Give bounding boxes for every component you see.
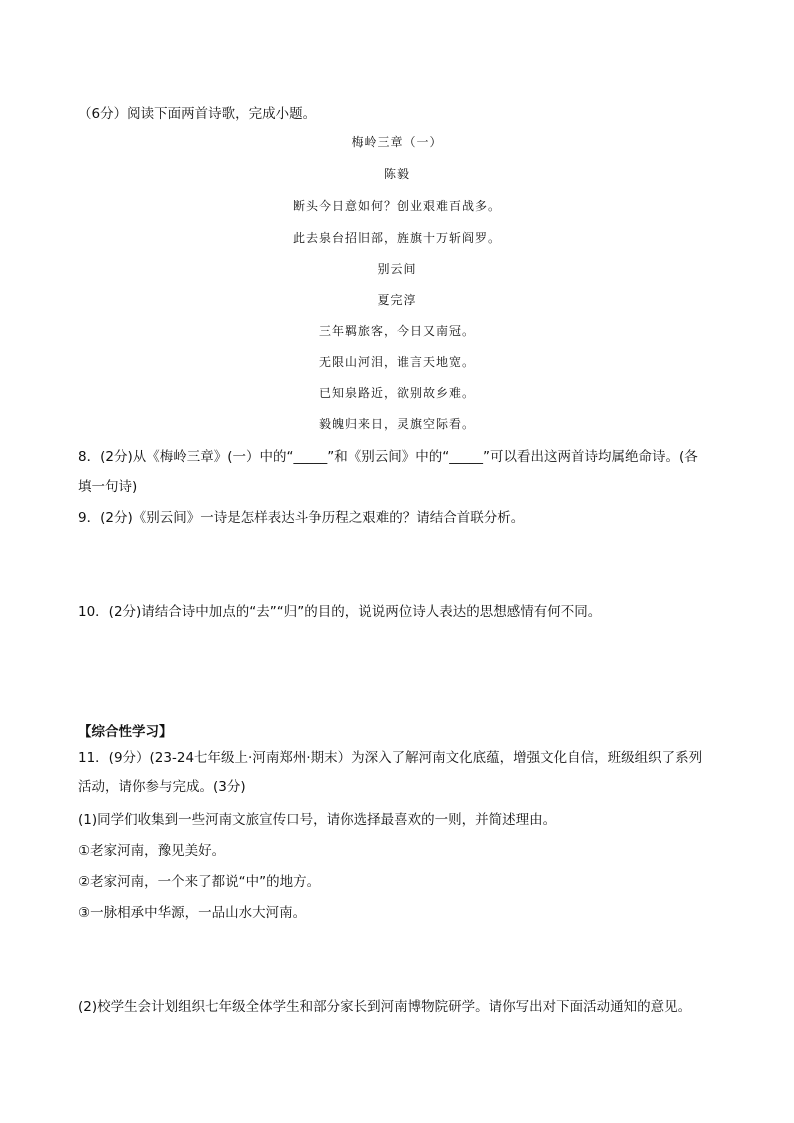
poem1-line-1: 断头今日意如何？创业艰难百战多。 — [292, 199, 501, 213]
option-1: ①老家河南，豫见美好。 — [78, 843, 226, 859]
poem1-author: 陈毅 — [383, 167, 410, 181]
question-11-line-2: 活动，请你参与完成。(3分) — [78, 779, 246, 795]
sub-question-2: (2)校学生会计划组织七年级全体学生和部分家长到河南博物院研学。请你写出对下面活动通知的意见。 — [78, 999, 692, 1015]
question-9: 9．(2分)《别云间》一诗是怎样表达斗争历程之艰难的？请结合首联分析。 — [78, 510, 525, 526]
poem2-line-2: 无限山河泪，谁言天地宽。 — [318, 355, 475, 369]
poem1-line-2: 此去泉台招旧部，旌旗十万斩阎罗。 — [292, 231, 501, 245]
poem1-title: 梅岭三章（一） — [351, 135, 443, 149]
question-10: 10．(2分)请结合诗中加点的“去”“归”的目的，说说两位诗人表达的思想感情有何不同。 — [78, 604, 602, 620]
question-11-line-1: 11．(9分）(23-24七年级上·河南郑州·期末）为深入了解河南文化底蕴，增强文化自信，班级组织了系列 — [78, 750, 703, 766]
section-heading: 【综合性学习】 — [78, 724, 173, 740]
option-3: ③一脉相承中华源，一品山水大河南。 — [78, 905, 307, 921]
question-8-line-1: 8．(2分)从《梅岭三章》(一）中的“_____”和《别云间》中的“_____”可以看出这两首诗均属绝命诗。(各 — [78, 449, 698, 465]
poem2-author: 夏完淳 — [377, 293, 417, 307]
poem2-title: 别云间 — [377, 262, 417, 276]
poem2-line-3: 已知泉路近，欲别故乡难。 — [318, 386, 475, 400]
reading-instruction: （6分）阅读下面两首诗歌，完成小题。 — [78, 106, 317, 122]
poem2-line-4: 毅魄归来日，灵旗空际看。 — [318, 417, 475, 431]
sub-question-1: (1)同学们收集到一些河南文旅宣传口号，请你选择最喜欢的一则，并简述理由。 — [78, 812, 557, 828]
question-8-line-2: 填一句诗) — [78, 479, 138, 495]
option-2: ②老家河南，一个来了都说“中”的地方。 — [78, 874, 321, 890]
poem2-line-1: 三年羁旅客，今日又南冠。 — [318, 324, 475, 338]
